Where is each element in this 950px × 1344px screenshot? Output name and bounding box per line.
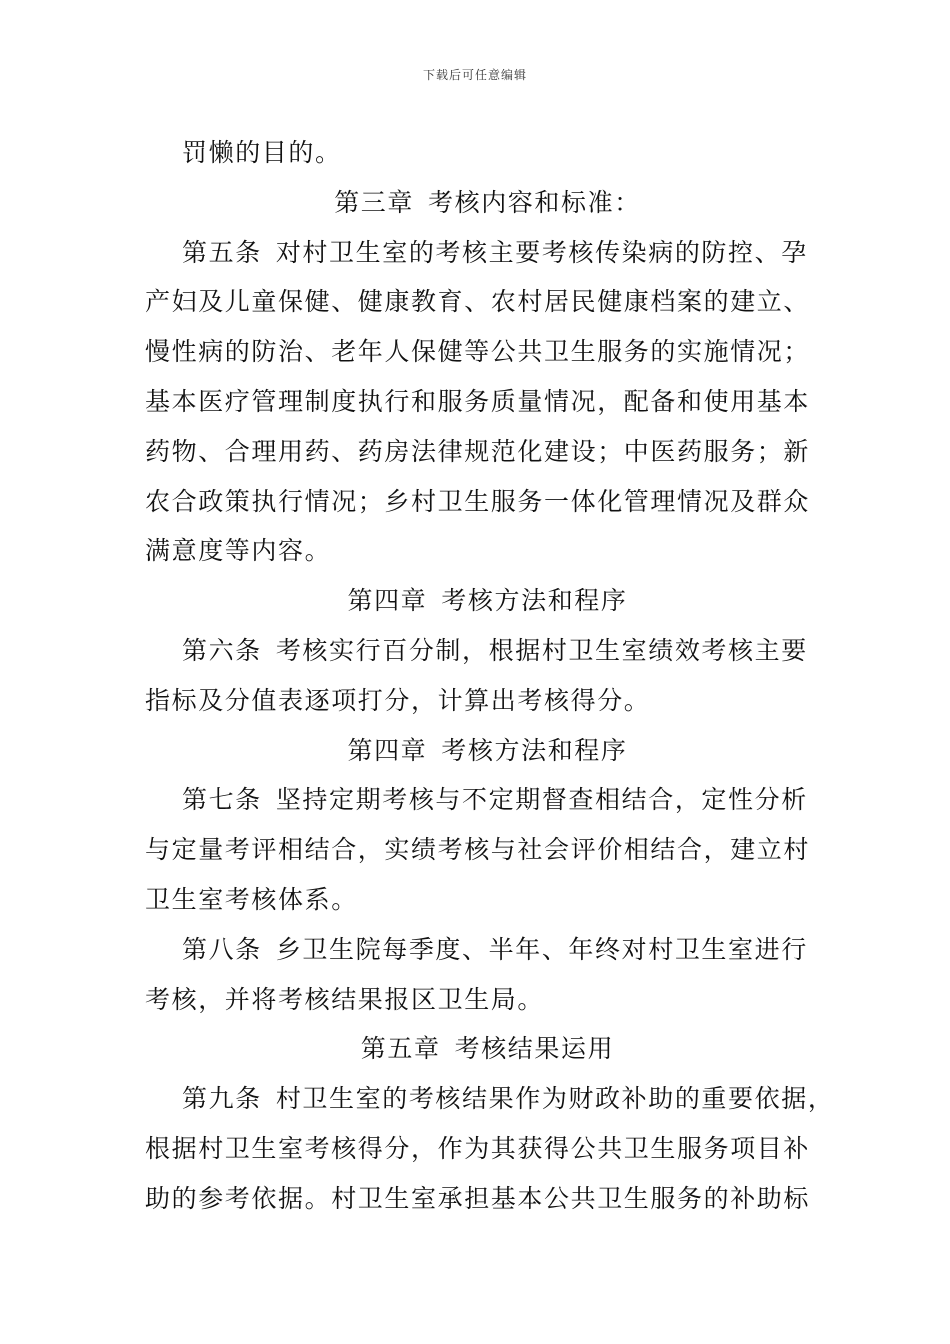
- paragraph-line: 与定量考评相结合，实绩考核与社会评价相结合，建立村: [145, 835, 811, 865]
- paragraph-line: 根据村卫生室考核得分，作为其获得公共卫生服务项目补: [145, 1133, 811, 1163]
- article-8-first-line: [145, 925, 810, 975]
- paragraph-line: 慢性病的防治、老年人保健等公共卫生服务的实施情况；: [145, 337, 811, 367]
- paragraph-line: 指标及分值表逐项打分，计算出考核得分。: [145, 685, 651, 715]
- paragraph-line: 农合政策执行情况；乡村卫生服务一体化管理情况及群众: [145, 486, 811, 516]
- chapter-title: 考核方法和程序: [441, 586, 628, 616]
- document-body: [145, 128, 835, 1224]
- paragraph-line: 药物、合理用药、药房法律规范化建设；中医药服务；新: [145, 436, 811, 466]
- chapter-title: 考核结果运用: [454, 1034, 615, 1064]
- page-header-note: 下载后可任意编辑: [422, 68, 527, 82]
- article-9-first-line: [145, 1074, 835, 1124]
- paragraph-line: 满意度等内容。: [145, 536, 332, 566]
- article-number: 第七条: [182, 785, 262, 815]
- article-number: 第九条: [182, 1084, 262, 1114]
- article-number: 第八条: [182, 934, 262, 964]
- chapter-number: 第五章: [360, 1034, 441, 1064]
- paragraph-line: 卫生室考核体系。: [145, 884, 358, 914]
- chapter-heading-4: [145, 576, 810, 626]
- paragraph-line: 产妇及儿童保健、健康教育、农村居民健康档案的建立、: [145, 287, 811, 317]
- article-number: 第五条: [182, 237, 262, 267]
- article-text: 对村卫生室的考核主要考核传染病的防控、孕: [275, 237, 808, 267]
- chapter-heading-5: [145, 1024, 810, 1074]
- article-number: 第六条: [182, 635, 262, 665]
- paragraph-line: 考核，并将考核结果报区卫生局。: [145, 984, 545, 1014]
- chapter-heading-3: [145, 178, 810, 228]
- paragraph-line: 罚懒的目的。: [182, 138, 342, 167]
- article-text: 乡卫生院每季度、半年、年终对村卫生室进行: [275, 934, 808, 964]
- chapter-number: 第四章: [347, 586, 428, 616]
- article-6-first-line: [145, 626, 810, 676]
- article-5-first-line: [145, 228, 810, 278]
- chapter-number: 第四章: [347, 735, 428, 765]
- chapter-title: 考核内容和标准：: [428, 187, 641, 217]
- article-text: 考核实行百分制，根据村卫生室绩效考核主要: [275, 635, 808, 665]
- chapter-number: 第三章: [334, 187, 414, 217]
- paragraph-line: 基本医疗管理制度执行和服务质量情况，配备和使用基本: [145, 386, 811, 416]
- chapter-heading-4-repeat: [145, 726, 810, 776]
- chapter-title: 考核方法和程序: [441, 735, 628, 765]
- article-text: 村卫生室的考核结果作为财政补助的重要依据，: [275, 1084, 835, 1114]
- article-7-first-line: [145, 775, 810, 825]
- paragraph-line: 助的参考依据。村卫生室承担基本公共卫生服务的补助标: [145, 1183, 811, 1213]
- article-text: 坚持定期考核与不定期督查相结合，定性分析: [275, 785, 808, 815]
